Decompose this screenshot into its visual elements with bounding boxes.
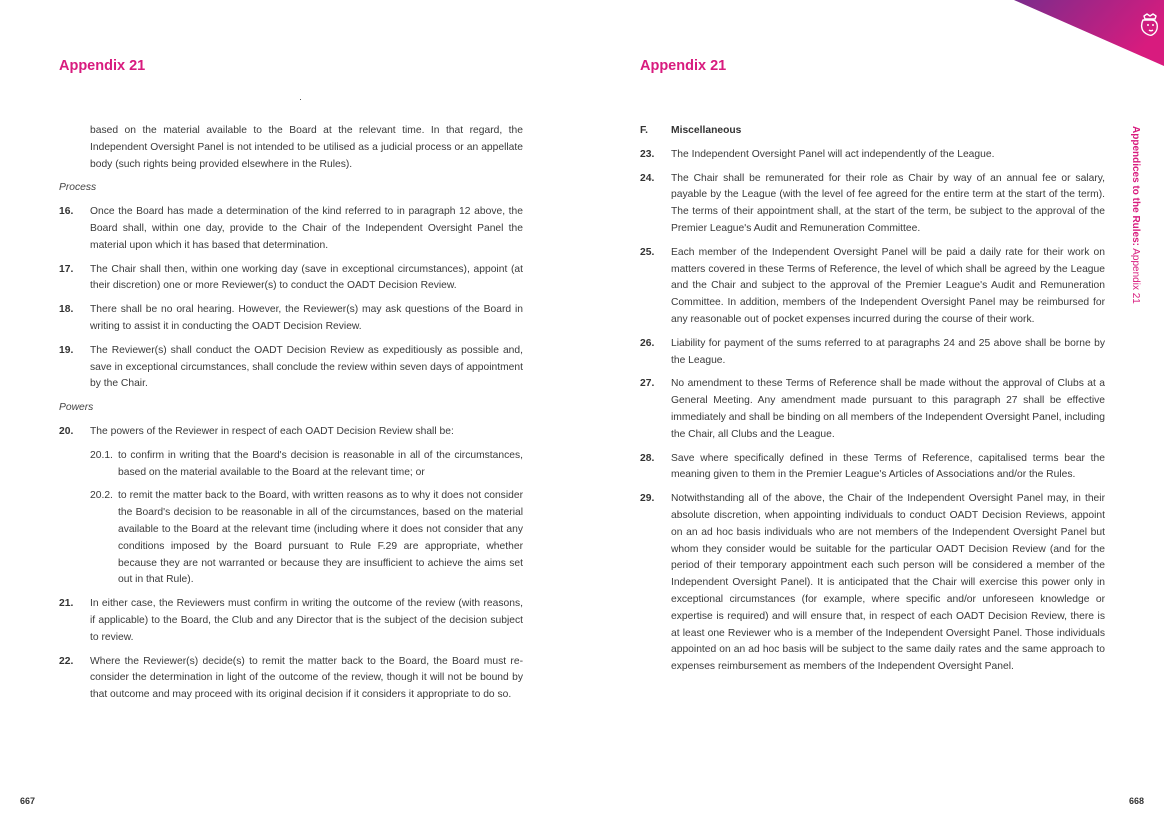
page-number: 668 [1128, 796, 1144, 806]
left-body [59, 123, 523, 711]
paragraph-text: The Reviewer(s) shall conduct the OADT Decision Review as expeditiously as possible and, save in exceptional circumstances, shall conclude the review within seven days of appointment by the Chair. [90, 344, 523, 390]
paragraph-number: 27. [640, 378, 655, 390]
paragraph-text: The Chair shall then, within one working day (save in exceptional circumstances), appoint (at their discretion) one or more Reviewer(s) to conduct the OADT Decision Review. [90, 263, 523, 292]
paragraph-18 [59, 302, 523, 336]
paragraph-number: 28. [640, 452, 655, 464]
section-heading-powers: Powers [59, 402, 94, 414]
paragraph-19 [59, 343, 523, 393]
paragraph-number: 25. [640, 246, 655, 258]
paragraph-text: Once the Board has made a determination of the kind referred to in paragraph 12 above, the Board shall, within one day, provide to the Chair of the Independent Oversight Panel the material upon which it has based that determination. [90, 206, 523, 251]
subparagraph-number: 20.2. [90, 490, 113, 502]
paragraph-text: The Chair shall be remunerated for their role as Chair by way of an annual fee or salary, payable by the League (with the level of fee agreed for the entire term at the start of the term). The terms of their appointment shall, at the start of the term, be subject to the approval of the Premier League's Audit and Remuneration Committee. [671, 172, 1105, 234]
paragraph-number: 19. [59, 344, 74, 356]
section-title: Miscellaneous [671, 125, 742, 136]
paragraph-text: In either case, the Reviewers must confirm in writing the outcome of the review (with reasons, if applicable) to the Board, the Club and any Director that is the subject of the decision subject to review. [90, 598, 523, 643]
paragraph-25 [640, 245, 1105, 329]
paragraph-number: 20. [59, 425, 74, 437]
page-number: 667 [20, 796, 36, 806]
section-letter: F. [640, 125, 649, 136]
paragraph-text: No amendment to these Terms of Reference shall be made without the approval of Clubs at a General Meeting. Any amendment made pursuant to this paragraph 27 shall be effective immediately and shall be binding on all members of the Independent Oversight Panel, including the Chair, all Clubs and the League. [671, 378, 1105, 440]
paragraph-27 [640, 376, 1105, 443]
paragraph-24 [640, 171, 1105, 238]
paragraph-number: 21. [59, 598, 74, 610]
paragraph-number: 16. [59, 206, 74, 218]
paragraph-text: Liability for payment of the sums referred to at paragraphs 24 and 25 above shall be borne by the League. [671, 337, 1105, 366]
paragraph-number: 24. [640, 172, 655, 184]
side-tab-label: Appendices to the Rules: [1130, 126, 1141, 247]
subparagraph-number: 20.1. [90, 449, 113, 461]
paragraph-28 [640, 451, 1105, 485]
paragraph-26 [640, 336, 1105, 370]
subparagraph-20-2 [90, 488, 523, 589]
paragraph-number: 18. [59, 304, 74, 316]
right-body [640, 123, 1105, 683]
continuation-text: based on the material available to the Board at the relevant time. In that regard, the Independent Oversight Panel is not intended to be utilised as a judicial process or an appellate body (such rights being provided elsewhere in the Rules). [90, 125, 523, 170]
paragraph-number: 23. [640, 148, 655, 160]
side-section-tab[interactable] [1130, 126, 1141, 304]
stray-mark [300, 99, 301, 100]
paragraph-22 [59, 654, 523, 704]
paragraph-text: The powers of the Reviewer in respect of each OADT Decision Review shall be: [90, 425, 454, 437]
paragraph-16 [59, 204, 523, 254]
right-page [582, 0, 1164, 825]
paragraph-number: 17. [59, 263, 74, 275]
paragraph-17 [59, 262, 523, 296]
paragraph-text: The Independent Oversight Panel will act independently of the League. [671, 148, 995, 160]
paragraph-number: 26. [640, 337, 655, 349]
paragraph-text: There shall be no oral hearing. However, the Reviewer(s) may ask questions of the Board in writing to assist it in conducting the OADT Decision Review. [90, 304, 523, 332]
subparagraph-text: to confirm in writing that the Board's decision is reasonable in all of the circumstances, based on the material available to the Board at the relevant time; or [118, 449, 523, 478]
paragraph-text: Each member of the Independent Oversight Panel will be paid a daily rate for their work on matters covered in these Terms of Reference, the level of which shall be agreed by the League and the Chair and subject to the approval of the Premier League's Audit and Remuneration Committee. In addition, members of the Independent Oversight Panel may be reimbursed for any reasonable out of pocket expenses incurred during the course of their work. [671, 246, 1105, 325]
paragraph-29 [640, 491, 1105, 676]
paragraph-23 [640, 147, 1105, 164]
page-title: Appendix 21 [59, 58, 146, 74]
subparagraph-20-1 [90, 448, 523, 482]
section-heading-process: Process [59, 182, 97, 194]
paragraph-text: Where the Reviewer(s) decide(s) to remit the matter back to the Board, the Board must re-consider the determination in light of the outcome of the review, though it will not be bound by that outcome and may proceed with its original decision if it considers it appropriate to do so. [90, 655, 523, 701]
paragraph-text: Save where specifically defined in these Terms of Reference, capitalised terms bear the meaning given to them in the Premier League's Articles of Associations and/or the Rules. [671, 452, 1105, 481]
page-title: Appendix 21 [640, 58, 727, 74]
paragraph-20 [59, 424, 523, 441]
section-heading-miscellaneous [640, 123, 1105, 140]
side-tab-appendix: Appendix 21 [1130, 246, 1141, 304]
paragraph-number: 22. [59, 655, 74, 667]
paragraph-21 [59, 596, 523, 646]
paragraph-text: Notwithstanding all of the above, the Chair of the Independent Oversight Panel may, in their absolute discretion, when appointing individuals to conduct OADT Decision Reviews, appoint on an ad hoc basis individuals who are not members of the Independent Oversight Panel but whom they consider would be suitable for the particular OADT Decision Review (and for the period of their temporary appointment each such person will be considered a member of the Independent Oversight Panel). It is anticipated that the Chair will exercise this power only in exceptional circumstances (for example, where specific and/or unforeseen knowledge or expertise is required) and will ensure that, in respect of each OADT Decision Review, there is at least one Reviewer who is a member of the Independent Oversight Panel. Those individuals appointed on an ad hoc basis will be subject to the same daily rates and the same approach to expenses reimbursement as members of the Independent Oversight Panel. [671, 493, 1105, 673]
paragraph-number: 29. [640, 493, 655, 505]
subparagraph-text: to remit the matter back to the Board, with written reasons as to why it does not consider the Board's decision to be reasonable in all of the circumstances, based on the material available to the Board at the relevant time (including where it does not consider that any conditions imposed by the Board pursuant to Rule F.29 are appropriate, whether because they are not warranted or because they are insufficient to achieve the aims set out in that Rule). [118, 490, 523, 586]
